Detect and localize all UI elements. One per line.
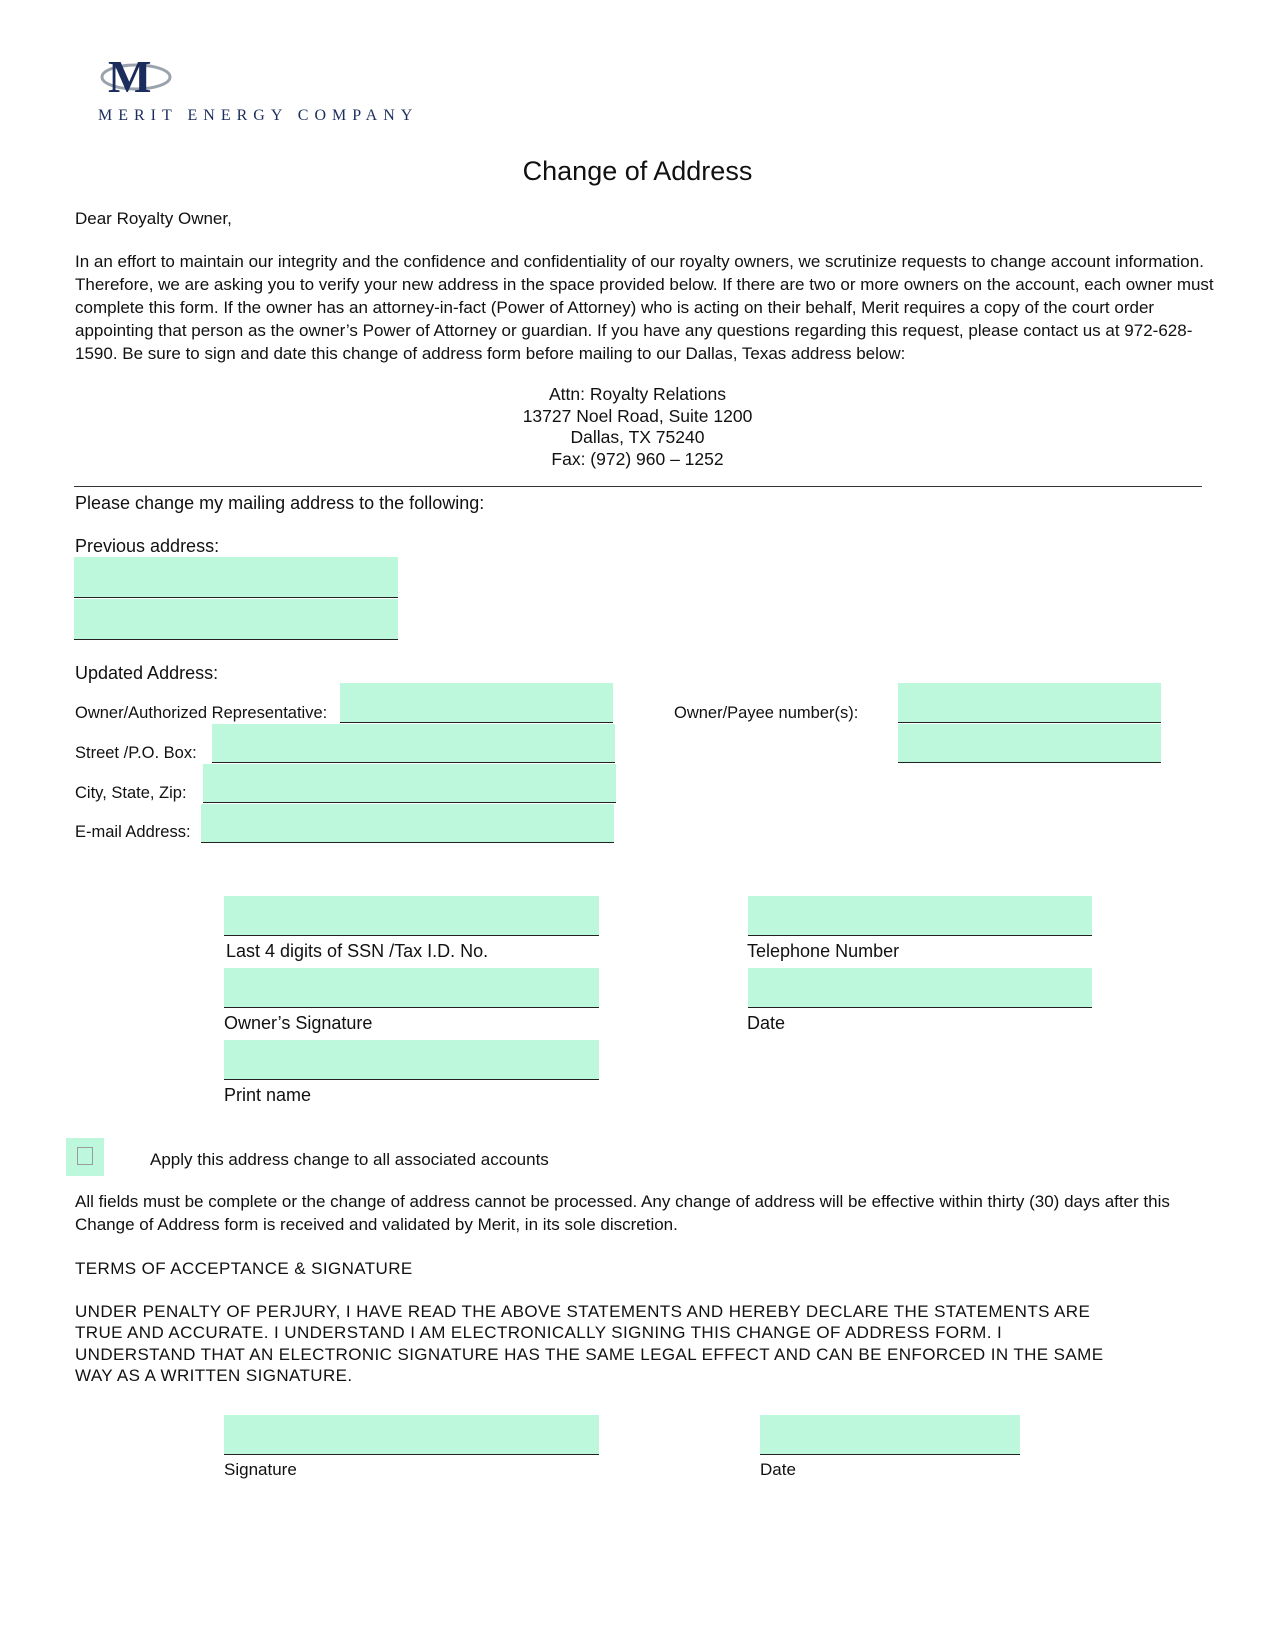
terms-line-1: UNDER PENALTY OF PERJURY, I HAVE READ THE ABOVE STATEMENTS AND HEREBY DECLARE THE STATEMENTS ARE — [75, 1302, 1091, 1321]
intro-line-1: In an effort to maintain our integrity and the confidence and confidentiality of our royalty owners, we scrutinize requests to change account information. — [75, 252, 1204, 271]
notice-line-1: All fields must be complete or the change of address cannot be processed. Any change of address will be effective within thirty (30) days after this — [75, 1192, 1170, 1211]
previous-address-label: Previous address: — [75, 536, 220, 556]
owner-field[interactable] — [340, 683, 613, 723]
print-name-field[interactable] — [224, 1040, 599, 1080]
final-signature-field[interactable] — [224, 1415, 599, 1455]
owner-signature-label: Owner’s Signature — [224, 1013, 373, 1033]
date-label: Date — [747, 1013, 786, 1033]
final-date-label: Date — [760, 1460, 796, 1479]
intro-line-3: complete this form. If the owner has an attorney-in-fact (Power of Attorney) who is acting on their behalf, Merit requires a copy of the court order — [75, 298, 1155, 317]
divider — [74, 486, 1202, 487]
street-label: Street /P.O. Box: — [75, 744, 197, 762]
payee-label: Owner/Payee number(s): — [674, 704, 859, 722]
terms-heading: TERMS OF ACCEPTANCE & SIGNATURE — [75, 1259, 413, 1278]
merit-logo — [100, 52, 180, 98]
street-field[interactable] — [212, 724, 615, 763]
payee-number-field-2[interactable] — [898, 724, 1161, 763]
city-state-zip-field[interactable] — [203, 764, 616, 803]
terms-line-4: WAY AS A WRITTEN SIGNATURE. — [75, 1366, 353, 1385]
telephone-label: Telephone Number — [747, 941, 900, 961]
ssn-field[interactable] — [224, 896, 599, 936]
print-name-label: Print name — [224, 1085, 312, 1105]
apply-all-label: Apply this address change to all associated accounts — [150, 1150, 549, 1169]
intro-line-5: 1590. Be sure to sign and date this change of address form before mailing to our Dallas, Texas address below: — [75, 344, 906, 363]
telephone-field[interactable] — [748, 896, 1092, 936]
address-fax: Fax: (972) 960 – 1252 — [551, 448, 724, 469]
terms-line-2: TRUE AND ACCURATE. I UNDERSTAND I AM ELECTRONICALLY SIGNING THIS CHANGE OF ADDRESS FORM. I — [75, 1323, 1003, 1342]
email-field[interactable] — [201, 804, 614, 843]
change-prompt: Please change my mailing address to the following: — [75, 493, 485, 513]
mailing-address — [0, 384, 1275, 470]
company-name: MERIT ENERGY COMPANY — [98, 107, 419, 124]
intro-line-4: appointing that person as the owner’s Power of Attorney or guardian. If you have any questions regarding this request, please contact us at 972-628- — [75, 321, 1193, 340]
address-attn: Attn: Royalty Relations — [548, 384, 727, 404]
owner-signature-field[interactable] — [224, 968, 599, 1008]
address-city: Dallas, TX 75240 — [570, 427, 705, 447]
intro-line-2: Therefore, we are asking you to verify your new address in the space provided below. If there are two or more owners on the account, each owner must — [75, 275, 1214, 294]
date-field[interactable] — [748, 968, 1092, 1008]
salutation: Dear Royalty Owner, — [75, 209, 232, 228]
address-street: 13727 Noel Road, Suite 1200 — [522, 405, 753, 426]
page-title: Change of Address — [522, 156, 753, 186]
previous-address-line-2[interactable] — [74, 599, 398, 640]
final-date-field[interactable] — [760, 1415, 1020, 1455]
final-signature-label: Signature — [224, 1460, 297, 1479]
notice-line-2: Change of Address form is received and validated by Merit, in its sole discretion. — [75, 1215, 678, 1234]
logo-monogram: M — [108, 52, 152, 98]
ssn-label: Last 4 digits of SSN /Tax I.D. No. — [226, 941, 489, 961]
email-label: E-mail Address: — [75, 823, 191, 841]
updated-address-label: Updated Address: — [75, 663, 219, 683]
previous-address-line-1[interactable] — [74, 557, 398, 598]
payee-number-field-1[interactable] — [898, 683, 1161, 723]
city-label: City, State, Zip: — [75, 784, 187, 802]
apply-all-checkbox[interactable] — [66, 1138, 104, 1176]
terms-line-3: UNDERSTAND THAT AN ELECTRONIC SIGNATURE HAS THE SAME LEGAL EFFECT AND CAN BE ENFORCED IN THE SAME — [75, 1345, 1104, 1364]
owner-label: Owner/Authorized Representative: — [75, 704, 328, 722]
checkbox-box — [77, 1147, 93, 1165]
